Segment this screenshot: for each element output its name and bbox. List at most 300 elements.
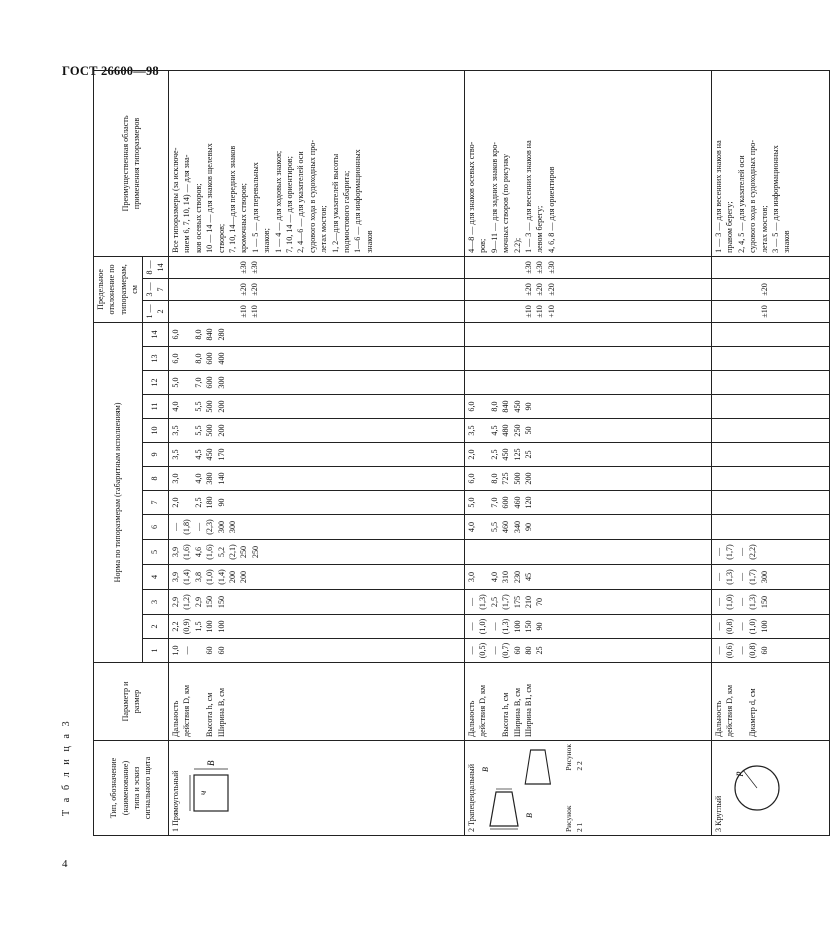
size-value: 200 [227, 570, 237, 584]
size-value: 380 [205, 472, 215, 485]
parameter-line: Дальность [714, 700, 724, 737]
size-value: 460 [501, 520, 511, 534]
size-value-cell [465, 371, 712, 395]
application-line: 1 — 4 — для ходовых знаков; [273, 150, 283, 253]
col-header-area [94, 70, 169, 256]
size-value: (0,6) [725, 642, 735, 659]
rotated-table-container [93, 115, 792, 836]
parameter-line [193, 666, 204, 737]
size-value [193, 639, 204, 662]
size-value: — [714, 646, 724, 655]
deviation-group-header: 3 — 7 [142, 278, 168, 300]
size-value: (1,6) [182, 544, 192, 560]
size-value [477, 540, 488, 564]
size-value: (1,7) [725, 544, 735, 560]
application-line: 1, 2—для указателей высоты [330, 153, 340, 253]
document-header: ГОСТ 26600—98 [62, 64, 159, 78]
figure-caption: 2 2 [574, 761, 584, 771]
size-value: 2,5 [489, 449, 499, 460]
application-line: 4, 6, 8 — для ориентиров [546, 166, 556, 253]
size-value [181, 347, 192, 370]
size-value: 200 [523, 472, 533, 485]
application-line: правом берегу; [725, 201, 735, 253]
application-line: ров; [478, 238, 488, 253]
size-value-cell [169, 565, 465, 590]
size-value-cell [712, 565, 830, 590]
svg-text:В: В [524, 813, 534, 818]
size-value: (1,3) [478, 594, 488, 610]
parameter-cell [465, 663, 712, 741]
size-value: 3,8 [193, 571, 203, 583]
size-value [181, 419, 192, 442]
size-value-cell [712, 491, 830, 515]
size-value-cell [712, 419, 830, 443]
size-header-10: 10 [142, 419, 168, 443]
size-value: 2,5 [193, 497, 203, 508]
size-value: 250 [239, 545, 249, 559]
parameter-line: Высота h, см [205, 692, 215, 737]
application-line: ков осевых створов; [193, 183, 203, 253]
size-header-8: 8 [142, 467, 168, 491]
size-value: 200 [239, 570, 249, 584]
application-line: 4—8 — для знаков осевых ство- [467, 141, 477, 253]
size-value: (1,3) [748, 594, 758, 610]
application-line: подмостового габарита; [341, 170, 351, 253]
size-value: (1,0) [205, 569, 215, 585]
size-value: 60 [512, 646, 522, 655]
size-value: 4,6 [193, 546, 203, 558]
size-value: 4,0 [467, 521, 477, 533]
deviation-cell [465, 278, 712, 300]
size-value [489, 347, 500, 370]
deviation-value: ±20 [250, 283, 260, 296]
application-line: 9—11 — для задних знаков кро- [489, 142, 499, 253]
size-value: 210 [523, 595, 533, 609]
size-value-cell [712, 639, 830, 663]
size-value [181, 323, 192, 346]
size-value: 840 [205, 328, 215, 341]
table-row [712, 70, 830, 835]
size-value: 250 [512, 424, 522, 437]
size-value: 45 [523, 572, 533, 582]
size-value: 100 [205, 620, 215, 633]
size-value-cell [465, 419, 712, 443]
size-value: (2,1) [227, 544, 237, 560]
size-value: (0,5) [478, 642, 488, 659]
size-value: 1,5 [193, 621, 203, 632]
size-value: 450 [512, 400, 522, 413]
size-value-cell [169, 590, 465, 615]
application-line: летах мостов; [319, 205, 329, 253]
size-value [477, 419, 488, 442]
size-header-13: 13 [142, 347, 168, 371]
size-value: 300 [759, 570, 769, 584]
round-shield-sketch [729, 758, 783, 818]
header-line: Тип, обозначение [109, 757, 119, 819]
size-value [512, 540, 523, 564]
application-line: летах мостов; [759, 205, 769, 253]
size-value [477, 467, 488, 490]
size-value: (0,8) [748, 642, 758, 659]
parameter-cell [712, 663, 830, 741]
size-value: (1,4) [216, 569, 226, 585]
deviation-value: ±10 [760, 305, 770, 318]
size-value: 90 [523, 522, 533, 532]
size-value [181, 443, 192, 466]
size-value: 100 [216, 620, 226, 633]
svg-text:р: р [732, 771, 743, 776]
size-value [489, 371, 500, 394]
header-line: применения типоразмеров [132, 117, 142, 210]
size-value: 3,5 [171, 449, 181, 460]
header-line: см [130, 285, 140, 294]
parameter-line: Ширина В, см [512, 688, 522, 737]
size-value: 4,0 [171, 401, 181, 412]
deviation-cell [465, 256, 712, 278]
deviation-cell [465, 300, 712, 322]
deviation-cell [169, 300, 465, 322]
size-value: 2,2 [171, 621, 181, 632]
size-value: 5,5 [193, 425, 203, 436]
rectangular-shield-sketch [186, 753, 234, 823]
parameter-line [489, 666, 500, 737]
size-value: — [182, 646, 192, 655]
size-value-cell [169, 322, 465, 346]
size-value: 500 [512, 472, 522, 485]
size-value: (1,0) [748, 618, 758, 635]
svg-text:В: В [205, 760, 216, 766]
size-value: 250 [250, 545, 260, 559]
size-value-cell [712, 590, 830, 615]
size-value: 600 [205, 352, 215, 365]
size-value: 7,0 [193, 377, 203, 388]
header-line: отклонение по [107, 264, 117, 315]
size-value: (0,8) [725, 618, 735, 635]
size-value: 60 [759, 646, 769, 655]
size-value [477, 371, 488, 394]
size-header-6: 6 [142, 515, 168, 540]
size-value: 90 [535, 622, 545, 631]
size-value: 25 [523, 450, 533, 459]
size-value: 3,0 [171, 473, 181, 484]
size-value [523, 323, 534, 346]
application-line: 1 — 5 — для перевальных [250, 162, 260, 253]
application-line: створов; [216, 223, 226, 253]
size-value-cell [169, 515, 465, 540]
size-value: 170 [216, 448, 226, 461]
size-value: 175 [512, 595, 522, 609]
size-value: 340 [512, 520, 522, 534]
parameter-line: действия D, км [478, 684, 488, 737]
figure-caption: Рисунок [563, 805, 573, 832]
deviation-value: +10 [546, 305, 556, 318]
size-value: 280 [216, 328, 226, 341]
size-value-cell [169, 395, 465, 419]
size-value: 140 [216, 472, 226, 485]
size-value [477, 491, 488, 514]
size-value: 200 [216, 400, 226, 413]
svg-text:ч: ч [197, 790, 208, 795]
size-value: 450 [205, 448, 215, 461]
size-value-cell [169, 419, 465, 443]
size-header-4: 4 [142, 565, 168, 590]
size-value: (0,9) [182, 618, 192, 635]
size-value: (1,3) [725, 569, 735, 585]
size-value [500, 347, 511, 370]
size-value: (2,2) [748, 544, 758, 560]
size-value: 300 [227, 520, 237, 534]
deviation-cell [169, 278, 465, 300]
application-line: 1 — 3 — для весенних знаков на [523, 140, 533, 253]
parameter-line: Ширина В1, см [523, 683, 533, 737]
size-value-cell [169, 371, 465, 395]
size-value: — [467, 646, 477, 655]
size-value-cell [712, 467, 830, 491]
size-value: 5,0 [467, 497, 477, 508]
size-value: (1,7) [748, 569, 758, 585]
application-line: левом берегу; [535, 205, 545, 253]
size-value [523, 540, 534, 564]
size-value: — [467, 597, 477, 607]
size-value [477, 565, 488, 589]
specification-table [93, 70, 830, 836]
size-value: 3,9 [171, 571, 181, 583]
size-value: 90 [523, 402, 533, 411]
size-value [181, 467, 192, 490]
header-line: Преимущественная область [120, 115, 130, 212]
size-value: 6,0 [171, 329, 181, 340]
size-value-cell [465, 639, 712, 663]
size-value: 2,9 [171, 596, 181, 608]
size-value: 2,0 [171, 497, 181, 508]
size-value [512, 323, 523, 346]
deviation-group-header: 8 — 14 [142, 256, 168, 278]
size-value: 7,0 [489, 497, 499, 508]
size-value [477, 347, 488, 370]
application-line: 2, 4, 5 — для указателей оси [736, 155, 746, 253]
size-value: (1,0) [725, 594, 735, 610]
size-header-7: 7 [142, 491, 168, 515]
application-line: Все типоразмеры (за исключе- [171, 147, 181, 253]
deviation-value: ±30 [524, 261, 534, 274]
size-value: 5,5 [193, 401, 203, 412]
size-value: (1,2) [182, 594, 192, 610]
size-value: 6,0 [467, 473, 477, 484]
size-value: 600 [501, 496, 511, 509]
size-value: 150 [205, 595, 215, 609]
size-value: 230 [512, 570, 522, 584]
col-header-param [94, 663, 169, 741]
trapezoidal-shield-sketch [482, 744, 562, 832]
size-value: 300 [216, 520, 226, 534]
size-value: 300 [216, 376, 226, 389]
size-value: — [714, 572, 724, 582]
size-value-cell [169, 347, 465, 371]
size-value: 125 [512, 448, 522, 461]
size-value [181, 371, 192, 394]
size-header-9: 9 [142, 443, 168, 467]
application-line: нием 6, 7, 10, 14) — для зна- [182, 154, 192, 253]
col-header-deviation [94, 256, 143, 322]
size-value-cell [465, 347, 712, 371]
size-value: 400 [216, 352, 226, 365]
size-value [523, 371, 534, 394]
size-value: 5,2 [216, 546, 226, 558]
size-value-cell [712, 615, 830, 639]
parameter-cell [169, 663, 465, 741]
application-line: 1 — 3 — для весенних знаков на [714, 140, 724, 253]
parameter-line: Высота h, см [501, 692, 511, 737]
size-value: 725 [501, 472, 511, 485]
size-value: 3,5 [171, 425, 181, 436]
table-row [465, 70, 712, 835]
size-value: — [714, 597, 724, 607]
size-value: 100 [759, 620, 769, 633]
size-value [181, 395, 192, 418]
application-area-cell [465, 70, 712, 256]
size-value: — [736, 547, 746, 557]
size-value: 5,5 [489, 521, 499, 533]
size-header-14: 14 [142, 322, 168, 346]
application-line: 1—6 — для информационных [353, 149, 363, 253]
parameter-line: Ширина В, см [216, 688, 226, 737]
size-value-cell [465, 615, 712, 639]
size-value: 3,5 [467, 425, 477, 436]
size-value-cell [169, 491, 465, 515]
size-value [512, 347, 523, 370]
size-header-11: 11 [142, 395, 168, 419]
size-value: 460 [512, 496, 522, 509]
size-value [477, 443, 488, 466]
parameter-line: Дальность [171, 700, 181, 737]
application-area-cell [169, 70, 465, 256]
size-value: — [736, 597, 746, 607]
deviation-value: ±30 [239, 261, 249, 274]
deviation-cell [169, 256, 465, 278]
size-value: 8,0 [193, 329, 203, 340]
deviation-value: ±30 [546, 261, 556, 274]
header-line: Параметр и [120, 681, 130, 722]
table-row [169, 70, 465, 835]
application-line: 2.2); [512, 237, 522, 253]
size-value: 840 [501, 400, 511, 413]
size-value: 180 [205, 496, 215, 509]
size-value: 3,9 [171, 546, 181, 558]
size-value-cell [712, 515, 830, 540]
size-value: 200 [216, 424, 226, 437]
size-value [466, 323, 477, 346]
deviation-value: ±10 [535, 305, 545, 318]
size-value: (0,7) [501, 642, 511, 659]
parameter-line: действия D, км [725, 684, 735, 737]
size-value: 5,0 [171, 377, 181, 388]
size-value: — [171, 522, 181, 532]
size-value: 100 [512, 620, 522, 633]
size-value [489, 323, 500, 346]
size-value: 500 [205, 424, 215, 437]
size-value-cell [712, 347, 830, 371]
size-value-cell [712, 540, 830, 565]
size-value: 2,5 [489, 596, 499, 608]
col-header-type [94, 741, 169, 836]
size-value: (2,3) [205, 519, 215, 535]
table-caption: Т а б л и ц а 3 [61, 718, 72, 816]
size-value [489, 540, 500, 564]
size-value: 4,5 [489, 425, 499, 436]
size-value: 90 [216, 498, 226, 507]
header-line: сигнального щита [143, 756, 153, 820]
parameter-line [736, 666, 747, 737]
parameter-line: действия D, км [182, 684, 192, 737]
deviation-value: ±30 [250, 261, 260, 274]
application-line: кромочных створов; [239, 183, 249, 253]
size-value-cell [169, 443, 465, 467]
size-value-cell [712, 395, 830, 419]
shield-type-cell [712, 741, 830, 836]
size-value [466, 371, 477, 394]
size-value: 25 [535, 646, 545, 655]
size-value: 4,5 [193, 449, 203, 460]
size-value: 150 [216, 595, 226, 609]
size-value: 80 [523, 646, 533, 655]
size-value: 4,0 [489, 571, 499, 583]
parameter-line: Диаметр d, см [748, 688, 758, 737]
application-line: судового хода в судоходных про- [307, 139, 317, 253]
size-value-cell [465, 443, 712, 467]
size-value-cell [465, 515, 712, 540]
size-value-cell [712, 371, 830, 395]
size-value-cell [169, 467, 465, 491]
size-value: 60 [216, 646, 226, 655]
size-value-cell [169, 615, 465, 639]
size-value [512, 371, 523, 394]
application-line: знаков [364, 230, 374, 253]
shield-type-cell [465, 741, 712, 836]
size-value [759, 540, 770, 564]
application-line: 7, 10, 14—для передних знаков [227, 145, 237, 253]
size-value: (1,6) [205, 544, 215, 560]
parameter-line: Дальность [467, 700, 477, 737]
size-value-cell [465, 467, 712, 491]
application-line: знаков [782, 230, 792, 253]
deviation-value: ±10 [524, 305, 534, 318]
size-value: — [736, 646, 746, 655]
size-value: 2,9 [193, 596, 203, 608]
size-value-cell [465, 590, 712, 615]
size-value [500, 540, 511, 564]
size-value [477, 515, 488, 539]
deviation-value: ±10 [250, 305, 260, 318]
header-line: (наименование) [120, 760, 130, 816]
size-value-cell [465, 491, 712, 515]
size-value: 70 [535, 597, 545, 607]
size-value: 310 [501, 570, 511, 584]
svg-text:В: В [480, 767, 490, 772]
size-value: — [714, 547, 724, 557]
size-value: (1,0) [478, 618, 488, 635]
col-header-norms: Норма по типоразмерам (габаритным исполнениям) [94, 322, 143, 662]
size-value [500, 371, 511, 394]
application-line: судового хода в судоходных про- [748, 139, 758, 253]
deviation-value: ±20 [239, 283, 249, 296]
deviation-value: ±10 [239, 305, 249, 318]
size-value-cell [712, 322, 830, 346]
deviation-value: ±20 [524, 283, 534, 296]
shield-type-label: 3 Круглый [714, 795, 724, 832]
shield-type-label: 2 Трапецеидальный [467, 763, 477, 832]
application-line: 2, 4—6 — для указателей оси [296, 151, 306, 253]
size-value [466, 540, 477, 564]
